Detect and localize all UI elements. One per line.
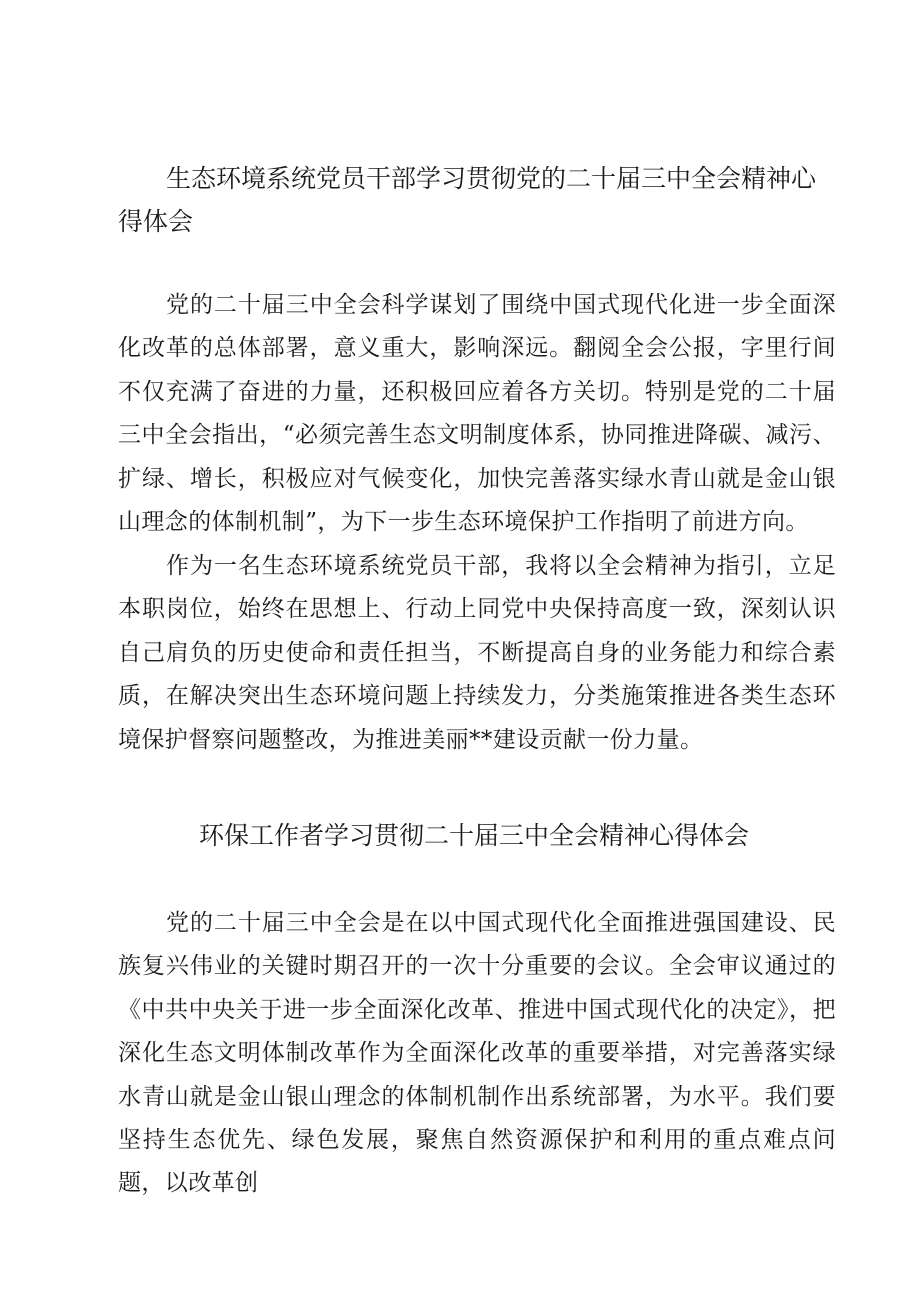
section-2-paragraph-1: 党的二十届三中全会是在以中国式现代化全面推进强国建设、民族复兴伟业的关键时期召开的一次十分重要的会议。全会审议通过的《中共中央关于进一步全面深化改革、推进中国式现代化的决定》，把深化生态文明体制改革作为全面深化改革的重要举措，对完善落实绿水青山就是金山银山理念的体制机制作出系统部署，为水平。我们要坚持生态优先、绿色发展，聚焦自然资源保护和利用的重点难点问题，以改革创 [118,910,836,1197]
section-1-title: 生态环境系统党员干部学习贯彻党的二十届三中全会精神心得体会 [118,164,817,236]
section-2-title: 环保工作者学习贯彻二十届三中全会精神心得体会 [198,821,749,850]
section-1-paragraph-2: 作为一名生态环境系统党员干部，我将以全会精神为指引，立足本职岗位，始终在思想上、行动上同党中央保持高度一致，深刻认识自己肩负的历史使命和责任担当，不断提高自身的业务能力和综合素质，在解决突出生态环境问题上持续发力，分类施策推进各类生态环境保护督察问题整改，为推进美丽**建设贡献一份力量。 [118,553,836,753]
section-1-paragraph-1: 党的二十届三中全会科学谋划了围绕中国式现代化进一步全面深化改革的总体部署，意义重大，影响深远。翻阅全会公报，字里行间不仅充满了奋进的力量，还积极回应着各方关切。特别是党的二十届三中全会指出，“必须完善生态文明制度体系，协同推进降碳、减污、扩绿、增长，积极应对气候变化，加快完善落实绿水青山就是金山银山理念的体制机制”，为下一步生态环境保护工作指明了前进方向。 [118,292,836,536]
